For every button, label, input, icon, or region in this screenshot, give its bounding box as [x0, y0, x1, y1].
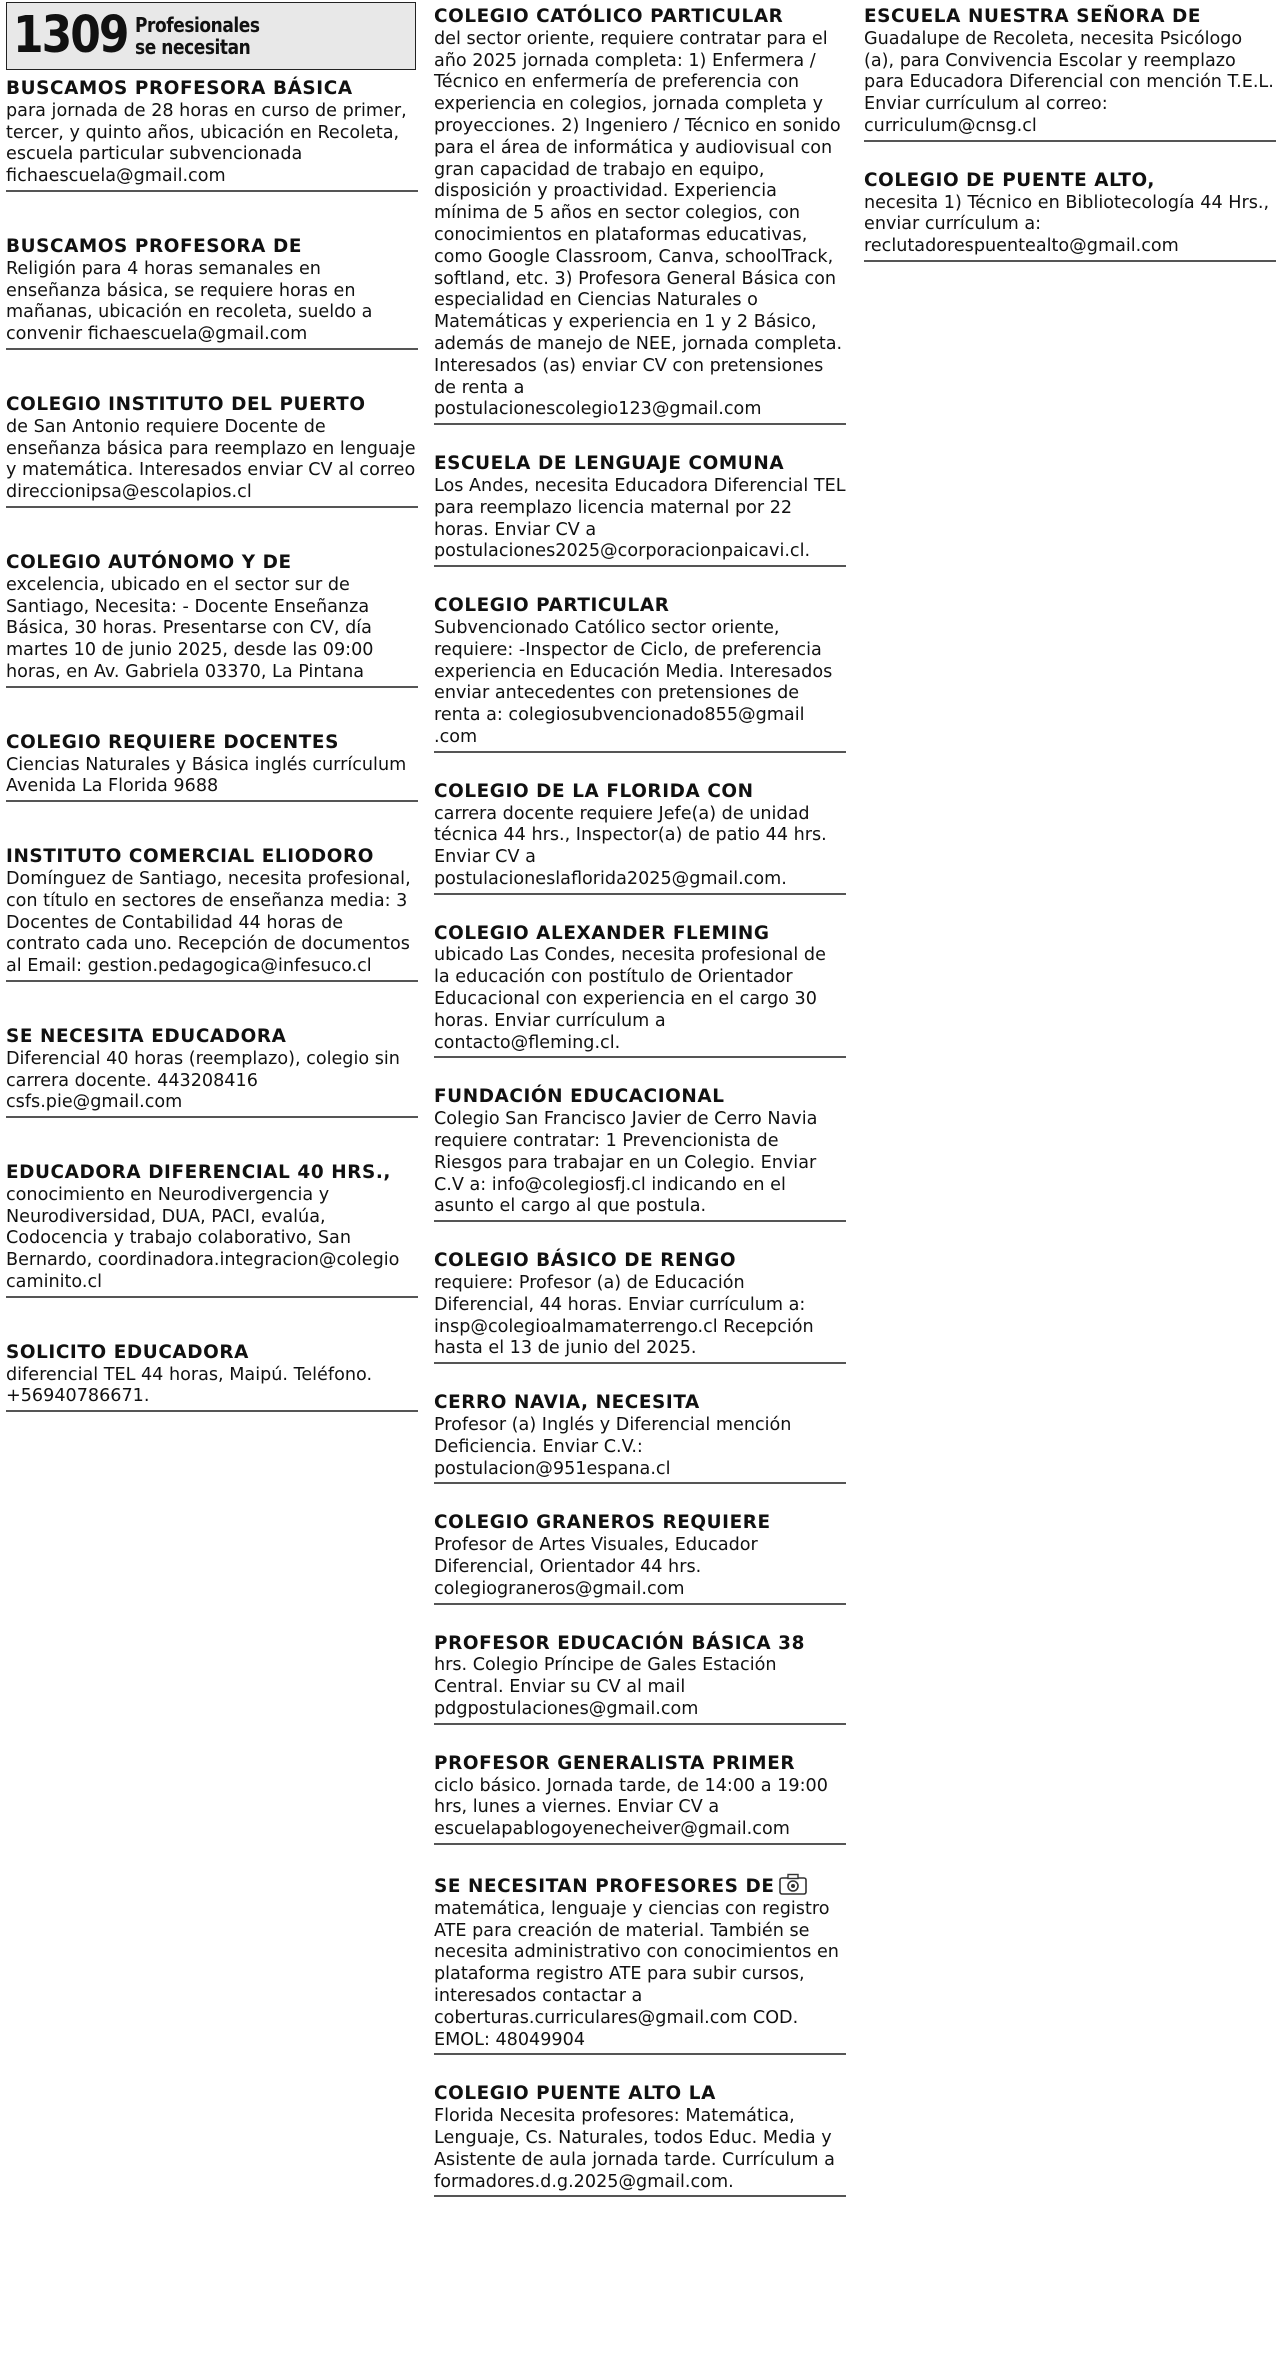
column-1 — [6, 0, 418, 1456]
section-number: 1309 — [13, 6, 128, 65]
ad-body: Profesor (a) Inglés y Diferencial mención Deficiencia. Enviar C.V.: postulacion@951espana.cl — [434, 1415, 792, 1479]
classified-ad — [6, 1342, 418, 1412]
ad-body: para jornada de 28 horas en curso de primer, tercer, y quinto años, ubicación en Recoleta, escuela particular subvencionada fichaescuela@gmail.com — [6, 100, 407, 187]
ad-body: Guadalupe de Recoleta, necesita Psicólogo (a), para Convivencia Escolar y reemplazo para Educadora Diferencial con mención T.E.L. Enviar currículum al correo: curriculum@cnsg.cl — [864, 28, 1274, 136]
ad-body: Religión para 4 horas semanales en enseñanza básica, se requiere horas en mañanas, ubicación en recoleta, sueldo a convenir fichaescuela@gmail.com — [6, 258, 373, 345]
classified-ad — [434, 6, 846, 425]
ad-body: Diferencial 40 horas (reemplazo), colegio sin carrera docente. 443208416 csfs.pie@gmail.com — [6, 1048, 400, 1113]
ad-heading: COLEGIO PUENTE ALTO LA — [434, 2083, 716, 2105]
ad-heading: SOLICITO EDUCADORA — [6, 1341, 249, 1363]
classified-ad — [434, 1086, 846, 1222]
classified-ad — [434, 1873, 846, 2055]
column-3 — [864, 0, 1276, 290]
ad-body: ubicado Las Condes, necesita profesional de la educación con postítulo de Orientador Educacional con experiencia en el cargo 30 horas. Enviar currículum a contacto@fleming.cl. — [434, 945, 826, 1053]
ad-body: ciclo básico. Jornada tarde, de 14:00 a 19:00 hrs, lunes a viernes. Enviar CV a escuelapablogoyenecheiver@gmail.com — [434, 1775, 828, 1840]
classified-ad — [6, 1026, 418, 1118]
ad-heading: COLEGIO AUTÓNOMO Y DE — [6, 551, 292, 573]
ad-body: Colegio San Francisco Javier de Cerro Navia requiere contratar: 1 Prevencionista de Riesgos para trabajar en un Colegio. Enviar C.V a: info@colegiosfj.cl indicando en el asunto el cargo al que postula. — [434, 1109, 818, 1217]
classified-ad — [434, 1512, 846, 1604]
ad-heading: COLEGIO DE LA FLORIDA CON — [434, 780, 754, 802]
ad-body: Florida Necesita profesores: Matemática, Lenguaje, Cs. Naturales, todos Educ. Media y Asistente de aula jornada tarde. Currículum a formadores.d.g.2025@gmail.com. — [434, 2106, 835, 2192]
ad-body: necesita 1) Técnico en Bibliotecología 44 Hrs., enviar currículum a: reclutadorespuentealto@gmail.com — [864, 192, 1270, 257]
ad-body: Subvencionado Católico sector oriente, requiere: -Inspector de Ciclo, de preferencia experiencia en Educación Media. Interesados enviar antecedentes con pretensiones de renta a: colegiosubvencionado855@gmail .com — [434, 617, 833, 747]
section-title-line-1: Profesionales — [135, 13, 261, 37]
ad-body: Los Andes, necesita Educadora Diferencial TEL para reemplazo licencia maternal por 22 horas. Enviar CV a postulaciones2025@corporacionpaicavi.cl. — [434, 475, 846, 562]
ad-body: Ciencias Naturales y Básica inglés currículum Avenida La Florida 9688 — [6, 754, 407, 797]
classified-ad — [6, 846, 418, 982]
ad-body: Profesor de Artes Visuales, Educador Diferencial, Orientador 44 hrs. colegiograneros@gmail.com — [434, 1535, 758, 1599]
ad-heading: COLEGIO INSTITUTO DEL PUERTO — [6, 393, 366, 415]
ad-body: carrera docente requiere Jefe(a) de unidad técnica 44 hrs., Inspector(a) de patio 44 hrs. Enviar CV a postulacioneslaflorida2025@gmail.com. — [434, 803, 827, 889]
ad-heading: INSTITUTO COMERCIAL ELIODORO — [6, 846, 375, 868]
classified-ad — [434, 781, 846, 895]
ad-body: excelencia, ubicado en el sector sur de Santiago, Necesita: - Docente Enseñanza Básica, 30 horas. Presentarse con CV, día martes 10 de junio 2025, desde las 09:00 horas, en Av. Gabriela 03370, La Pintana — [6, 574, 374, 682]
ad-body: del sector oriente, requiere contratar para el año 2025 jornada completa: 1) Enfermera / Técnico en enfermería de preferencia con experiencia en colegios, jornada completa y proyecciones. 2) Ingeniero / Técnico en sonido para el área de informática y audiovisual con gran capacidad de trabajo en equipo, disposición y proactividad. Experiencia mínima de 5 años en sector colegios, con conocimientos en plataformas educativas, como Google Classroom, Canva, schoolTrack, softland, etc. 3) Profesora General Básica con especialidad en Ciencias Naturales o Matemáticas y experiencia en 1 y 2 Básico, además de manejo de NEE, jornada completa. Interesados (as) enviar CV con pretensiones de renta a postulacionescolegio123@gmail.com — [434, 28, 843, 420]
column-2 — [434, 0, 846, 2225]
ad-heading: COLEGIO ALEXANDER FLEMING — [434, 922, 770, 944]
ad-heading: BUSCAMOS PROFESORA BÁSICA — [6, 78, 353, 99]
classified-ad — [434, 1633, 846, 1725]
section-title — [135, 14, 260, 58]
classified-ad — [434, 595, 846, 753]
ad-heading: PROFESOR EDUCACIÓN BÁSICA 38 — [434, 1632, 805, 1654]
ad-heading: CERRO NAVIA, NECESITA — [434, 1392, 700, 1414]
ad-body: Domínguez de Santiago, necesita profesional, con título en sectores de enseñanza media: 3 Docentes de Contabilidad 44 horas de contrato cada uno. Recepción de documentos al Email: gestion.pedagogica@infesuco.cl — [6, 868, 411, 977]
classified-ad — [6, 552, 418, 688]
classified-ad — [434, 1250, 846, 1364]
classified-ad — [864, 6, 1276, 142]
classified-ad — [434, 1392, 846, 1484]
ad-heading: FUNDACIÓN EDUCACIONAL — [434, 1086, 725, 1108]
classified-ad — [6, 732, 418, 802]
ad-heading: SE NECESITAN PROFESORES DE — [434, 1875, 775, 1897]
classified-ad — [6, 236, 418, 350]
ad-heading: EDUCADORA DIFERENCIAL 40 HRS., — [6, 1162, 391, 1184]
ad-body: requiere: Profesor (a) de Educación Diferencial, 44 horas. Enviar currículum a: insp@colegioalmamaterrengo.cl Recepción hasta el 13 de junio del 2025. — [434, 1273, 814, 1359]
classified-ad — [434, 2083, 846, 2197]
ad-heading: COLEGIO GRANEROS REQUIERE — [434, 1512, 771, 1534]
ad-heading: COLEGIO REQUIERE DOCENTES — [6, 731, 339, 753]
classified-ad — [6, 1162, 418, 1298]
ad-heading: ESCUELA DE LENGUAJE COMUNA — [434, 453, 785, 475]
ad-heading: BUSCAMOS PROFESORA DE — [6, 235, 303, 257]
classified-ad — [6, 394, 418, 508]
ad-heading: ESCUELA NUESTRA SEÑORA DE — [864, 6, 1202, 27]
ad-heading: PROFESOR GENERALISTA PRIMER — [434, 1752, 796, 1774]
ad-heading: COLEGIO DE PUENTE ALTO, — [864, 169, 1155, 191]
section-title-line-2: se necesitan — [135, 35, 251, 59]
ad-heading: COLEGIO CATÓLICO PARTICULAR — [434, 6, 784, 27]
ad-body: hrs. Colegio Príncipe de Gales Estación Central. Enviar su CV al mail pdgpostulaciones@gmail.com — [434, 1655, 777, 1719]
classified-ad — [434, 923, 846, 1059]
ad-body: matemática, lenguaje y ciencias con registro ATE para creación de material. También se necesita administrativo con conocimientos en plataforma registro ATE para subir cursos, interesados contactar a coberturas.curriculares@gmail.com COD. EMOL: 48049904 — [434, 1898, 839, 2050]
classified-ad — [6, 78, 418, 192]
ad-heading: SE NECESITA EDUCADORA — [6, 1025, 287, 1047]
classified-ad — [864, 170, 1276, 262]
section-header — [6, 2, 416, 70]
ad-heading: COLEGIO PARTICULAR — [434, 595, 670, 617]
camera-icon — [779, 1873, 807, 1895]
ad-body: de San Antonio requiere Docente de enseñanza básica para reemplazo en lenguaje y matemática. Interesados enviar CV al correo direccionipsa@escolapios.cl — [6, 416, 416, 503]
classified-ad — [434, 1753, 846, 1845]
ad-body: conocimiento en Neurodivergencia y Neurodiversidad, DUA, PACI, evalúa, Codocencia y trabajo colaborativo, San Bernardo, coordinadora.integracion@colegio caminito.cl — [6, 1184, 400, 1293]
ad-body: diferencial TEL 44 horas, Maipú. Teléfono. +56940786671. — [6, 1364, 373, 1407]
ad-heading: COLEGIO BÁSICO DE RENGO — [434, 1250, 737, 1272]
classified-ad — [434, 453, 846, 567]
